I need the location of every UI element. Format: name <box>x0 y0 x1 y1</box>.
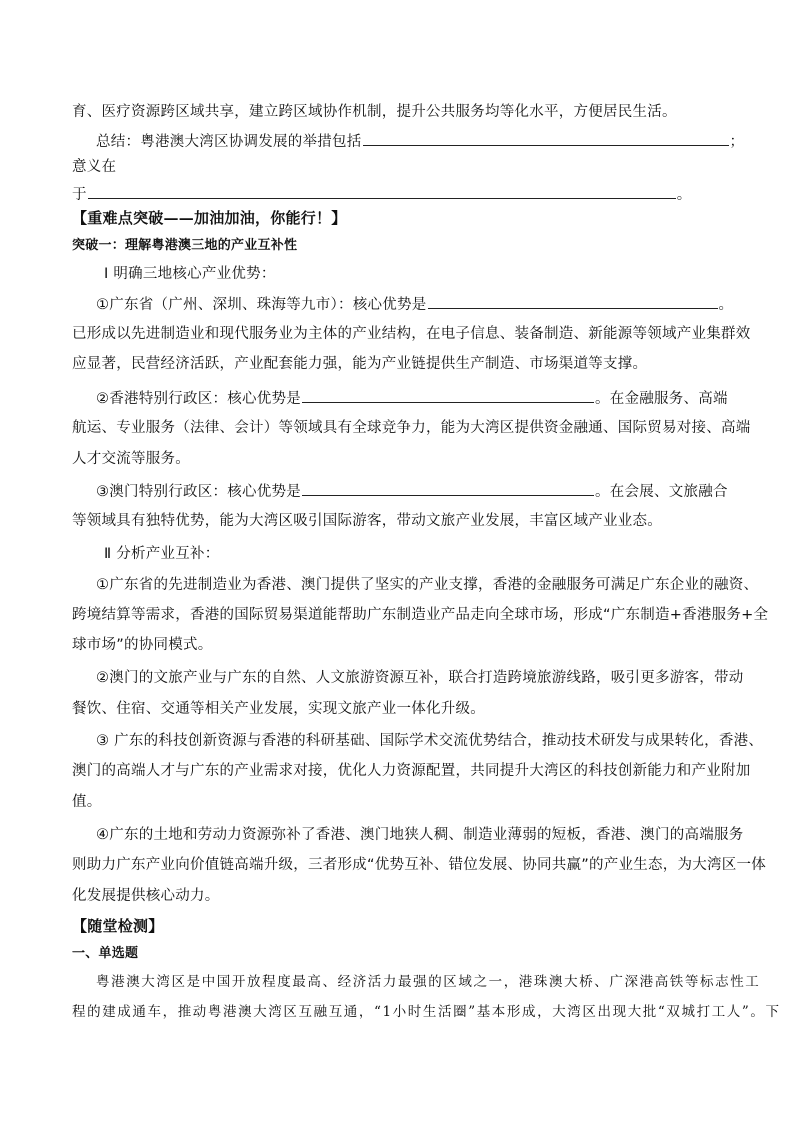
text: 餐饮、住宿、交通等相关产业发展，实现文旅产业一体化升级。 <box>72 701 485 717</box>
fill-in-blank[interactable] <box>88 184 676 199</box>
text-line <box>72 605 769 625</box>
text: 程的建成通车，推动粤港澳大湾区互融互通，“1小时生活圈”基本形成，大湾区出现大批“双城打工人”。下 <box>72 1004 781 1020</box>
text: ①广东省（广州、深圳、珠海等九市）：核心优势是 <box>96 297 427 313</box>
text: ①广东省的先进制造业为香港、澳门提供了坚实的产业支撑，香港的金融服务可满足广东企业的融资、 <box>96 577 759 593</box>
text-line <box>72 449 732 469</box>
text: Ⅰ 明确三地核心产业优势： <box>104 266 276 282</box>
text: ④广东的土地和劳动力资源弥补了香港、澳门地狭人稠、制造业薄弱的短板，香港、澳门的高端服务 <box>96 827 744 843</box>
text: 粤港澳大湾区是中国开放程度最高、经济活力最强的区域之一，港珠澳大桥、广深港高铁等标志性工 <box>96 974 761 990</box>
section-heading <box>72 208 732 228</box>
text-line <box>96 294 732 315</box>
punctuation: ； <box>729 134 745 150</box>
text-line <box>96 481 732 502</box>
text: ③澳门特别行政区：核心优势是 <box>96 484 301 500</box>
summary-label: 总结：粤港澳大湾区协调发展的举措包括 <box>96 134 362 150</box>
text: 跨境结算等需求，香港的国际贸易渠道能帮助广东制造业产品走向全球市场，形成“广东制造+香港服务+全 <box>72 607 769 623</box>
text: 已形成以先进制造业和现代服务业为主体的产业结构，在电子信息、装备制造、新能源等领域产业集群效 <box>72 326 751 342</box>
text-line <box>104 544 732 564</box>
text-line <box>72 102 732 122</box>
text: 则助力广东产业向价值链高端升级，三者形成“优势互补、错位发展、协同共赢”的产业生态，为大湾区一体 <box>72 857 767 873</box>
text-line <box>72 354 732 374</box>
fill-in-blank[interactable] <box>363 131 729 146</box>
text-line <box>96 825 744 845</box>
question-text <box>96 972 761 992</box>
heading-text: 【重难点突破——加油加油，你能行！】 <box>72 209 347 227</box>
text: 澳门的高端人才与广东的产业需求对接，优化人力资源配置，共同提升大湾区的科技创新能力和产业附加 <box>72 763 751 779</box>
text: 于 <box>72 187 87 203</box>
fill-in-blank[interactable] <box>302 388 594 403</box>
punctuation: 。 <box>718 297 734 313</box>
text-line <box>96 668 744 688</box>
fill-in-blank[interactable] <box>428 294 718 309</box>
text-line <box>72 511 732 531</box>
heading-text: 突破一：理解粤港澳三地的产业互补性 <box>72 238 298 253</box>
text: 航运、专业服务（法律、会计）等领域具有全球竞争力，能为大湾区提供资金融通、国际贸易对接、高端 <box>72 420 751 436</box>
question-type-heading <box>72 944 732 964</box>
text-line <box>96 388 732 409</box>
text: 意义在 <box>72 159 117 175</box>
text: 等领域具有独特优势，能为大湾区吸引国际游客，带动文旅产业发展，丰富区域产业业态。 <box>72 513 662 529</box>
text-line <box>72 184 732 205</box>
section-heading <box>72 916 732 936</box>
text: 值。 <box>72 794 102 810</box>
subsection-heading <box>72 236 732 256</box>
text-line <box>72 418 751 438</box>
text: 化发展提供核心动力。 <box>72 888 220 904</box>
question-text <box>72 1002 781 1022</box>
text-line <box>72 699 732 719</box>
text-line <box>72 157 732 177</box>
text: 人才交流等服务。 <box>72 451 190 467</box>
summary-line <box>96 131 745 152</box>
text: 球市场”的协同模式。 <box>72 637 213 653</box>
text-line <box>72 324 751 344</box>
text: ③ 广东的科技创新资源与香港的科研基础、国际学术交流优势结合，推动技术研发与成果转化，香港、 <box>96 733 764 749</box>
text-line <box>72 761 751 781</box>
text: 应显著，民营经济活跃，产业配套能力强，能为产业链提供生产制造、市场渠道等支撑。 <box>72 356 648 372</box>
text: 育、医疗资源跨区域共享，建立跨区域协作机制，提升公共服务均等化水平，方便居民生活。 <box>72 104 677 120</box>
text-line <box>72 792 732 812</box>
fill-in-blank[interactable] <box>302 481 594 496</box>
text: ②澳门的文旅产业与广东的自然、人文旅游资源互补，联合打造跨境旅游线路，吸引更多游客，带动 <box>96 670 744 686</box>
text: 。在金融服务、高端 <box>595 391 728 407</box>
heading-text: 【随堂检测】 <box>72 917 164 935</box>
text-line <box>72 855 767 875</box>
text-line <box>72 635 732 655</box>
text-line <box>96 731 764 751</box>
text: Ⅱ 分析产业互补： <box>104 546 220 562</box>
text: 。在会展、文旅融合 <box>595 484 728 500</box>
text-line <box>104 264 732 284</box>
text-line <box>96 575 759 595</box>
heading-text: 一、单选题 <box>72 946 139 961</box>
text-line <box>72 886 732 906</box>
text: ②香港特别行政区：核心优势是 <box>96 391 301 407</box>
punctuation: 。 <box>676 187 692 203</box>
